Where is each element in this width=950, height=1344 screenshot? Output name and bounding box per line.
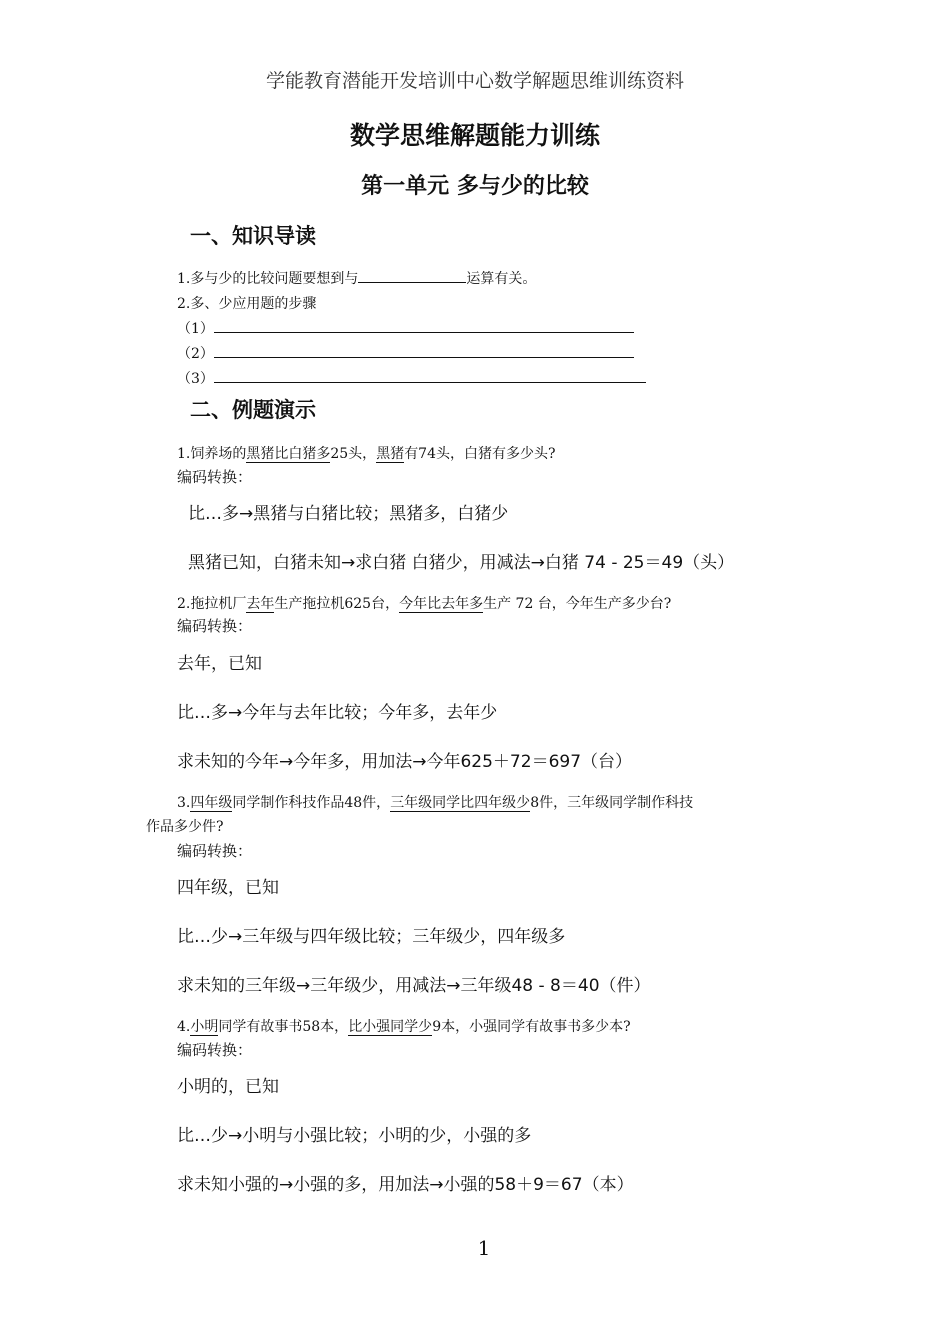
step-line-1 [177,318,634,338]
step-number: （1） [177,321,214,337]
question-text: 有74头，白猪有多少头? [404,446,556,462]
example-4-line-3: 求未知小强的→小强的多，用加法→小强的58＋9＝67（本） [177,1175,634,1195]
question-text: 4. [177,1019,191,1035]
example-2-line-2: 比…多→今年与去年比较；今年多，去年少 [177,703,498,723]
step-line-2 [177,343,634,363]
example-4-question [177,1016,631,1036]
example-4-line-2: 比…少→小明与小强比较；小明的少，小强的多 [177,1126,532,1146]
knowledge-item-1-text: 1.多与少的比较问题要想到与 [177,271,359,287]
underlined-phrase: 黑猪 [376,446,405,462]
example-3-line-1: 四年级，已知 [177,878,279,898]
example-1-line-2: 黑猪已知，白猪未知→求白猪 白猪少，用减法→白猪 74 - 25＝49（头） [188,553,735,573]
fill-in-blank[interactable] [214,368,646,383]
question-text: 生产 72 台，今年生产多少台? [483,596,672,612]
knowledge-item-1 [177,268,536,288]
underlined-phrase: 黑猪比白猪多 [246,446,331,462]
page-header: 学能教育潜能开发培训中心数学解题思维训练资料 [265,70,684,92]
section-heading-examples: 二、例题演示 [190,398,316,422]
underlined-phrase: 比小强同学少 [348,1019,433,1035]
example-2-line-3: 求未知的今年→今年多，用加法→今年625＋72＝697（台） [177,752,633,772]
underlined-phrase: 四年级 [190,795,233,811]
example-3-question-cont: 作品多少件? [146,819,224,835]
step-line-3 [177,368,646,388]
knowledge-item-2: 2.多、少应用题的步骤 [177,296,317,312]
coding-label: 编码转换： [177,1041,253,1059]
example-3-line-3: 求未知的三年级→三年级少，用减法→三年级48 - 8＝40（件） [177,976,651,996]
question-text: 9本，小强同学有故事书多少本? [432,1019,631,1035]
unit-title: 第一单元 多与少的比较 [361,174,589,199]
example-2-question [177,593,671,613]
example-2-line-1: 去年，已知 [177,654,262,674]
underlined-phrase: 去年 [246,596,275,612]
fill-in-blank[interactable] [214,343,634,358]
section-heading-knowledge: 一、知识导读 [190,224,316,248]
example-1-question [177,443,556,463]
step-number: （3） [177,371,214,387]
underlined-phrase: 小明 [190,1019,219,1035]
question-text: 同学制作科技作品48件， [232,795,391,811]
example-1-line-1: 比…多→黑猪与白猪比较；黑猪多，白猪少 [188,504,509,524]
question-text: 同学有故事书58本， [218,1019,349,1035]
knowledge-item-1-text-end: 运算有关。 [466,271,537,287]
question-text: 2.拖拉机厂 [177,596,247,612]
page-title: 数学思维解题能力训练 [349,121,600,150]
question-text: 生产拖拉机625台， [274,596,400,612]
underlined-phrase: 三年级同学比四年级少 [390,795,531,811]
fill-in-blank[interactable] [214,318,634,333]
example-3-line-2: 比…少→三年级与四年级比较；三年级少，四年级多 [177,927,566,947]
question-text: 3. [177,795,191,811]
underlined-phrase: 今年比去年多 [399,596,484,612]
example-4-line-1: 小明的，已知 [177,1077,279,1097]
question-text: 1.饲养场的 [177,446,247,462]
question-text: 25头， [330,446,377,462]
coding-label: 编码转换： [177,468,253,486]
page-number: 1 [477,1236,491,1260]
fill-in-blank[interactable] [358,268,466,283]
example-3-question [177,792,693,812]
question-text: 8件，三年级同学制作科技 [530,795,694,811]
coding-label: 编码转换： [177,842,253,860]
step-number: （2） [177,346,214,362]
coding-label: 编码转换： [177,617,253,635]
